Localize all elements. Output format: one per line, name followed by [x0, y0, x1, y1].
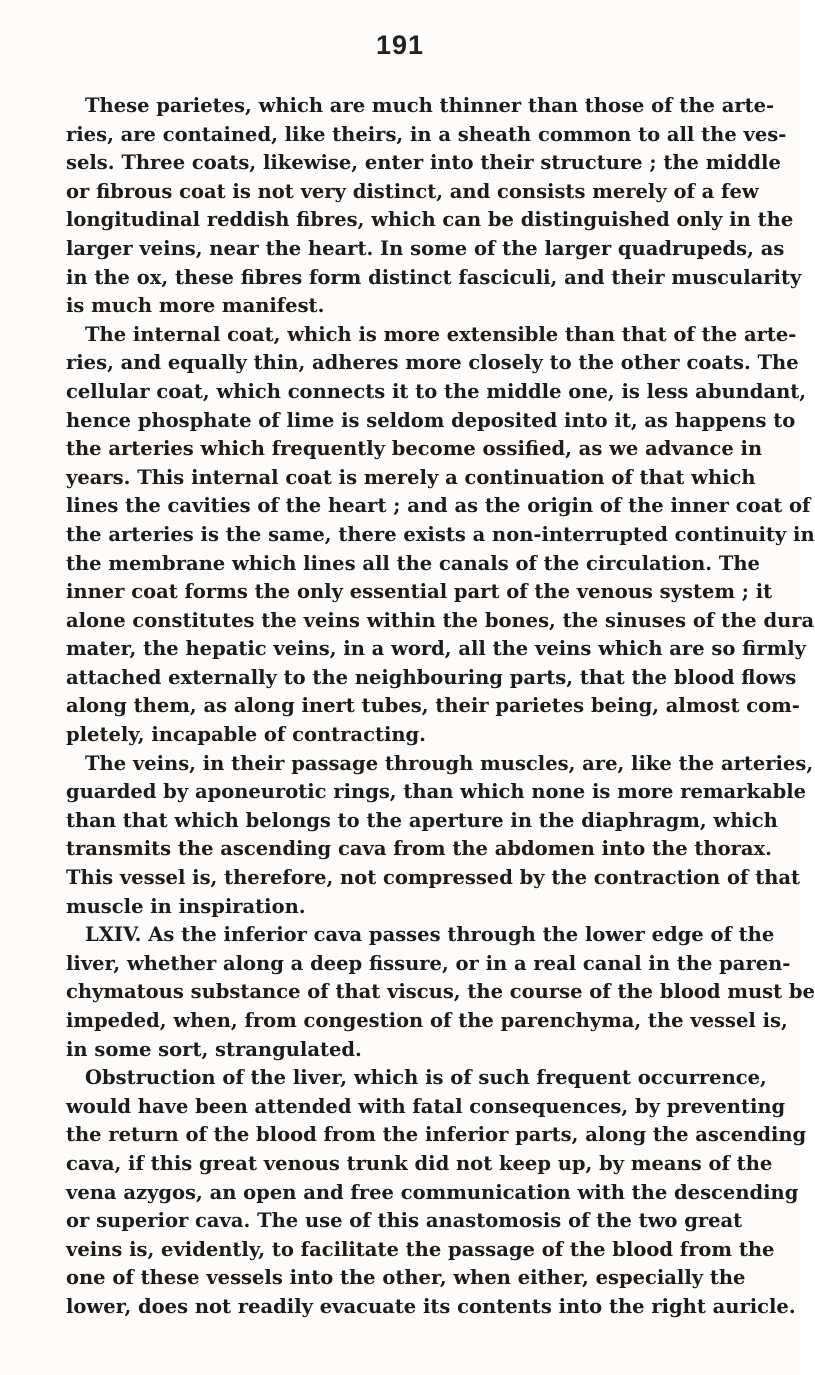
text-line: than that which belongs to the aperture in the diaphragm, which: [66, 808, 778, 832]
text-line: would have been attended with fatal consequences, by preventing: [66, 1094, 786, 1118]
text-line: mater, the hepatic veins, in a word, all the veins which are so firmly: [66, 637, 807, 661]
text-line: one of these vessels into the other, when either, especially the: [66, 1266, 746, 1290]
text-line: lower, does not readily evacuate its contents into the right auricle.: [66, 1294, 796, 1318]
text-line: The veins, in their passage through muscles, are, like the arteries,: [85, 751, 814, 775]
text-line: veins is, evidently, to facilitate the passage of the blood from the: [66, 1237, 775, 1261]
text-line: longitudinal reddish fibres, which can be distinguished only in the: [66, 208, 794, 232]
text-line: lines the cavities of the heart ; and as the origin of the inner coat of: [66, 494, 811, 518]
text-line: transmits the ascending cava from the abdomen into the thorax.: [66, 837, 772, 861]
text-line: guarded by aponeurotic rings, than which none is more remarkable: [66, 780, 807, 804]
text-line: ries, and equally thin, adheres more closely to the other coats. The: [66, 351, 799, 375]
text-line: years. This internal coat is merely a continuation of that which: [66, 465, 756, 489]
text-line: the arteries which frequently become ossified, as we advance in: [66, 437, 763, 461]
text-line: the membrane which lines all the canals of the circulation. The: [66, 551, 760, 575]
text-line: Obstruction of the liver, which is of such frequent occurrence,: [85, 1066, 767, 1090]
text-line: This vessel is, therefore, not compressed by the contraction of that: [66, 866, 801, 890]
text-line: vena azygos, an open and free communication with the descending: [66, 1180, 799, 1204]
text-line: These parietes, which are much thinner than those of the arte-: [85, 94, 775, 117]
body-text: [66, 92, 815, 1322]
text-line: or fibrous coat is not very distinct, and consists merely of a few: [66, 179, 759, 203]
text-line: hence phosphate of lime is seldom deposited into it, as happens to: [66, 408, 796, 432]
text-line: or superior cava. The use of this anastomosis of the two great: [66, 1209, 743, 1233]
text-line: pletely, incapable of contracting.: [66, 723, 426, 747]
text-line: ries, are contained, like theirs, in a sheath common to all the ves-: [66, 122, 787, 146]
text-line: liver, whether along a deep fissure, or in a real canal in the paren-: [66, 951, 791, 975]
text-line: the arteries is the same, there exists a non-interrupted continuity in: [66, 522, 815, 546]
text-line: in the ox, these fibres form distinct fasciculi, and their muscularity: [66, 265, 802, 289]
text-line: muscle in inspiration.: [66, 894, 306, 918]
text-line: chymatous substance of that viscus, the course of the blood must be: [66, 980, 815, 1004]
text-line: cellular coat, which connects it to the middle one, is less abundant,: [66, 379, 807, 403]
text-line: alone constitutes the veins within the bones, the sinuses of the dura: [66, 608, 815, 632]
text-line: sels. Three coats, likewise, enter into their structure ; the middle: [66, 151, 781, 175]
text-line: along them, as along inert tubes, their parietes being, almost com-: [66, 694, 800, 718]
text-line: The internal coat, which is more extensible than that of the arte-: [85, 322, 797, 346]
page-number: 191: [375, 30, 425, 60]
text-line: the return of the blood from the inferior parts, along the ascending: [66, 1123, 807, 1147]
text-line: inner coat forms the only essential part of the venous system ; it: [66, 580, 773, 604]
text-line: impeded, when, from congestion of the parenchyma, the vessel is,: [66, 1009, 788, 1032]
text-line: cava, if this great venous trunk did not keep up, by means of the: [66, 1151, 773, 1175]
text-line: attached externally to the neighbouring parts, that the blood flows: [66, 665, 797, 689]
text-line: larger veins, near the heart. In some of the larger quadrupeds, as: [66, 236, 785, 260]
text-line: LXIV. As the inferior cava passes through the lower edge of the: [85, 923, 775, 947]
text-line: in some sort, strangulated.: [66, 1037, 362, 1061]
text-line: is much more manifest.: [66, 294, 325, 318]
